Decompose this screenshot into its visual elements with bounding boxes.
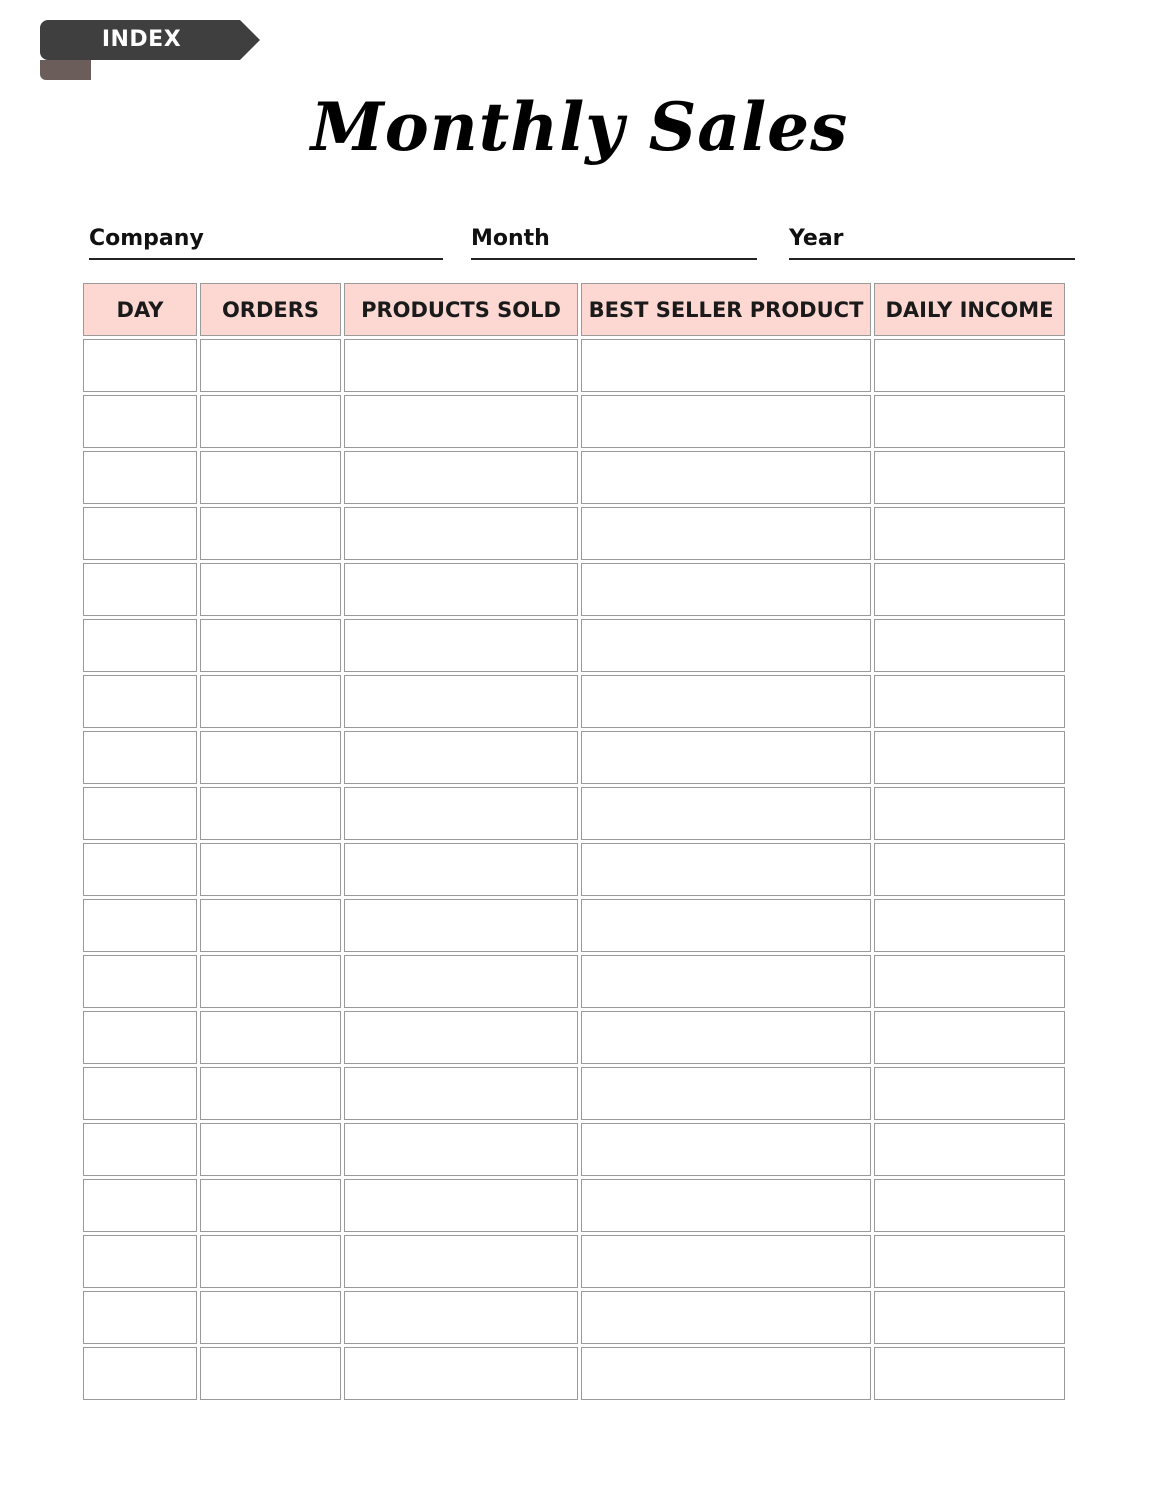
cell-day[interactable]: [83, 731, 197, 784]
cell-daily-income[interactable]: [874, 451, 1065, 504]
cell-best-seller-product[interactable]: [581, 731, 871, 784]
cell-products-sold[interactable]: [344, 507, 578, 560]
cell-daily-income[interactable]: [874, 843, 1065, 896]
table-row: [83, 451, 1065, 504]
table-row: [83, 843, 1065, 896]
index-tab[interactable]: [40, 20, 260, 80]
cell-daily-income[interactable]: [874, 955, 1065, 1008]
cell-daily-income[interactable]: [874, 619, 1065, 672]
cell-day[interactable]: [83, 1235, 197, 1288]
cell-day[interactable]: [83, 1347, 197, 1400]
cell-best-seller-product[interactable]: [581, 395, 871, 448]
cell-products-sold[interactable]: [344, 899, 578, 952]
cell-daily-income[interactable]: [874, 1123, 1065, 1176]
table-row: [83, 395, 1065, 448]
cell-best-seller-product[interactable]: [581, 619, 871, 672]
cell-products-sold[interactable]: [344, 1011, 578, 1064]
cell-daily-income[interactable]: [874, 1179, 1065, 1232]
table-row: [83, 899, 1065, 952]
cell-products-sold[interactable]: [344, 1067, 578, 1120]
cell-daily-income[interactable]: [874, 395, 1065, 448]
cell-orders[interactable]: [200, 619, 341, 672]
cell-day[interactable]: [83, 955, 197, 1008]
sales-table: [83, 283, 1076, 1400]
table-row: [83, 619, 1065, 672]
cell-day[interactable]: [83, 787, 197, 840]
cell-daily-income[interactable]: [874, 899, 1065, 952]
cell-day[interactable]: [83, 1179, 197, 1232]
cell-day[interactable]: [83, 619, 197, 672]
cell-products-sold[interactable]: [344, 563, 578, 616]
cell-products-sold[interactable]: [344, 787, 578, 840]
cell-products-sold[interactable]: [344, 1235, 578, 1288]
cell-orders[interactable]: [200, 899, 341, 952]
cell-products-sold[interactable]: [344, 955, 578, 1008]
table-row: [83, 731, 1065, 784]
table-row: [83, 1067, 1065, 1120]
cell-orders[interactable]: [200, 1179, 341, 1232]
cell-day[interactable]: [83, 563, 197, 616]
table-row: [83, 1123, 1065, 1176]
cell-day[interactable]: [83, 899, 197, 952]
month-field[interactable]: [471, 224, 757, 260]
cell-products-sold[interactable]: [344, 395, 578, 448]
cell-best-seller-product[interactable]: [581, 955, 871, 1008]
cell-best-seller-product[interactable]: [581, 507, 871, 560]
table-row: [83, 507, 1065, 560]
cell-best-seller-product[interactable]: [581, 1067, 871, 1120]
cell-day[interactable]: [83, 843, 197, 896]
cell-best-seller-product[interactable]: [581, 1123, 871, 1176]
column-header-products-sold: PRODUCTS SOLD: [344, 283, 578, 336]
cell-best-seller-product[interactable]: [581, 787, 871, 840]
cell-products-sold[interactable]: [344, 1179, 578, 1232]
cell-day[interactable]: [83, 675, 197, 728]
cell-products-sold[interactable]: [344, 339, 578, 392]
cell-products-sold[interactable]: [344, 451, 578, 504]
page-title: Monthly Sales: [310, 88, 849, 166]
cell-products-sold[interactable]: [344, 1291, 578, 1344]
table-row: [83, 1347, 1065, 1400]
cell-best-seller-product[interactable]: [581, 451, 871, 504]
table-row: [83, 1235, 1065, 1288]
cell-orders[interactable]: [200, 451, 341, 504]
cell-best-seller-product[interactable]: [581, 1235, 871, 1288]
column-header-orders: ORDERS: [200, 283, 341, 336]
cell-products-sold[interactable]: [344, 843, 578, 896]
cell-day[interactable]: [83, 1067, 197, 1120]
cell-orders[interactable]: [200, 395, 341, 448]
column-header-daily-income: DAILY INCOME: [874, 283, 1065, 336]
cell-daily-income[interactable]: [874, 1011, 1065, 1064]
cell-orders[interactable]: [200, 675, 341, 728]
cell-orders[interactable]: [200, 563, 341, 616]
table-row: [83, 563, 1065, 616]
cell-orders[interactable]: [200, 1347, 341, 1400]
cell-orders[interactable]: [200, 1235, 341, 1288]
cell-day[interactable]: [83, 1011, 197, 1064]
column-header-best-seller-product: BEST SELLER PRODUCT: [581, 283, 871, 336]
cell-best-seller-product[interactable]: [581, 1179, 871, 1232]
cell-daily-income[interactable]: [874, 507, 1065, 560]
company-label: Company: [89, 226, 204, 251]
month-label: Month: [471, 226, 550, 251]
cell-orders[interactable]: [200, 1011, 341, 1064]
cell-daily-income[interactable]: [874, 675, 1065, 728]
cell-daily-income[interactable]: [874, 1235, 1065, 1288]
cell-best-seller-product[interactable]: [581, 563, 871, 616]
cell-products-sold[interactable]: [344, 675, 578, 728]
table-row: [83, 339, 1065, 392]
index-tab-accent: [40, 60, 91, 80]
cell-orders[interactable]: [200, 507, 341, 560]
cell-day[interactable]: [83, 395, 197, 448]
cell-orders[interactable]: [200, 339, 341, 392]
cell-daily-income[interactable]: [874, 1347, 1065, 1400]
cell-daily-income[interactable]: [874, 731, 1065, 784]
cell-day[interactable]: [83, 451, 197, 504]
table-row: [83, 955, 1065, 1008]
cell-daily-income[interactable]: [874, 1291, 1065, 1344]
cell-orders[interactable]: [200, 1291, 341, 1344]
cell-orders[interactable]: [200, 731, 341, 784]
cell-products-sold[interactable]: [344, 1123, 578, 1176]
cell-day[interactable]: [83, 1291, 197, 1344]
company-field[interactable]: [89, 224, 443, 260]
cell-daily-income[interactable]: [874, 339, 1065, 392]
cell-products-sold[interactable]: [344, 731, 578, 784]
table-row: [83, 1011, 1065, 1064]
column-header-day: DAY: [83, 283, 197, 336]
table-header-row: [83, 283, 1065, 336]
cell-day[interactable]: [83, 507, 197, 560]
cell-products-sold[interactable]: [344, 619, 578, 672]
cell-best-seller-product[interactable]: [581, 843, 871, 896]
cell-orders[interactable]: [200, 1123, 341, 1176]
cell-best-seller-product[interactable]: [581, 899, 871, 952]
cell-products-sold[interactable]: [344, 1347, 578, 1400]
table-row: [83, 1179, 1065, 1232]
cell-best-seller-product[interactable]: [581, 1011, 871, 1064]
cell-daily-income[interactable]: [874, 563, 1065, 616]
cell-best-seller-product[interactable]: [581, 1347, 871, 1400]
cell-best-seller-product[interactable]: [581, 1291, 871, 1344]
year-field[interactable]: [789, 224, 1075, 260]
table-row: [83, 787, 1065, 840]
cell-best-seller-product[interactable]: [581, 339, 871, 392]
index-tab-label: INDEX: [101, 27, 182, 52]
cell-orders[interactable]: [200, 955, 341, 1008]
cell-best-seller-product[interactable]: [581, 675, 871, 728]
cell-day[interactable]: [83, 339, 197, 392]
cell-daily-income[interactable]: [874, 1067, 1065, 1120]
cell-day[interactable]: [83, 1123, 197, 1176]
cell-orders[interactable]: [200, 843, 341, 896]
cell-orders[interactable]: [200, 1067, 341, 1120]
table-row: [83, 1291, 1065, 1344]
table-body: [83, 339, 1065, 1400]
cell-daily-income[interactable]: [874, 787, 1065, 840]
cell-orders[interactable]: [200, 787, 341, 840]
year-label: Year: [789, 226, 844, 251]
table-row: [83, 675, 1065, 728]
